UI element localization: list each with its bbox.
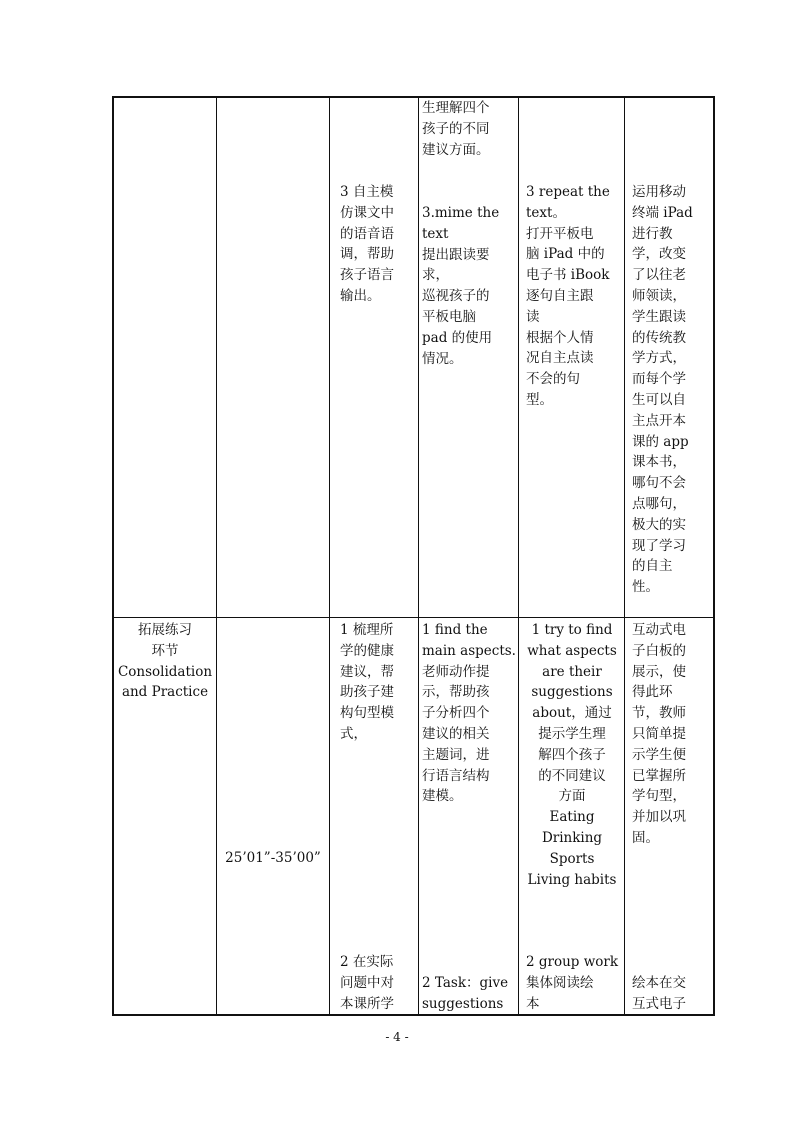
teaching-goal-3: 3 自主模 仿课文中 的语音语 调，帮助 孩子语言 输出。 (340, 184, 394, 304)
student-activity-3: 3 repeat the text。 打开平板电 脑 iPad 中的 电子书 iBook 逐句自主跟 读 根据个人情 况自主点读 不会的句 型。 (526, 184, 610, 408)
column-divider (624, 96, 625, 1016)
teacher-activity-2: 2 Task：give suggestions (422, 975, 509, 1012)
column-divider (418, 96, 419, 1016)
design-intent-2: 绘本在交 互式电子 (632, 975, 686, 1012)
student-activity-1: 1 try to find what aspects are their suggestions about，通过 提示学生理 解四个孩子 的不同建议 方面 Eating Drinking Sports Living habits (527, 622, 617, 888)
design-intent-3: 运用移动 终端 iPad 进行教 学，改变 了以往老 师领读， 学生跟读 的传统教 学方式， 而每个学 生可以自 主点开本 课的 app 课本书， 哪句不会 点哪句， 极大的实 现了学习 的自主 性。 (632, 184, 693, 596)
lesson-plan-table (112, 96, 715, 1016)
stage-name: 拓展练习 环节 Consolidation and Practice (117, 622, 213, 701)
time-range: 25’01”-35’00” (225, 850, 321, 866)
column-divider (216, 96, 217, 1016)
page-number: - 4 - (385, 1030, 409, 1044)
table-left-border (112, 96, 114, 1016)
teacher-activity-3: 3.mime the text 提出跟读要 求， 巡视孩子的 平板电脑 pad 的使用 情况。 (422, 205, 500, 367)
col4-continuation-text: 生理解四个 孩子的不同 建议方面。 (422, 100, 490, 158)
teaching-goal-2: 2 在实际 问题中对 本课所学 (340, 954, 394, 1012)
teaching-goal-1: 1 梳理所 学的健康 建议，帮 助孩子建 构句型模 式， (340, 622, 394, 742)
table-right-border (713, 96, 715, 1016)
column-divider (329, 96, 330, 1016)
teacher-activity-1: 1 find the main aspects. 老师动作提 示，帮助孩 子分析四个 建议的相关 主题词，进 行语言结构 建模。 (422, 622, 516, 805)
design-intent-1: 互动式电 子白板的 展示，使 得此环 节，教师 只简单提 示学生便 已掌握所 学句型， 并加以巩 固。 (632, 622, 686, 846)
student-activity-2: 2 group work 集体阅读绘 本 (526, 954, 619, 1012)
column-divider (518, 96, 519, 1016)
